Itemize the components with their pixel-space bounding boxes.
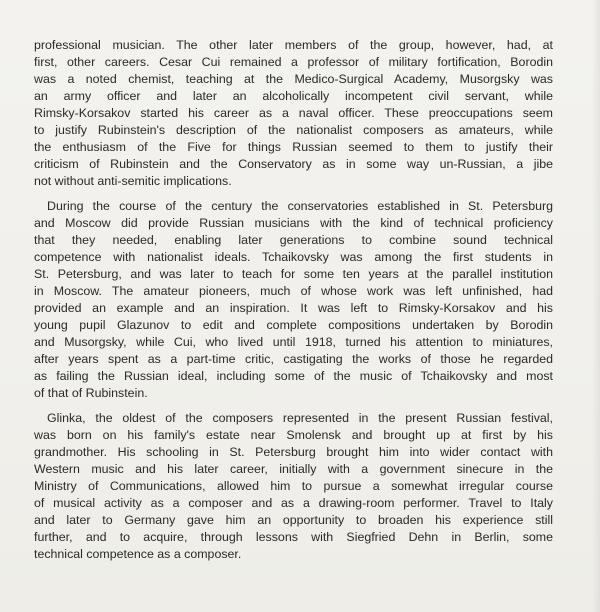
text-line: competence with nationalist ideals. Tchaikovsky was among the first students in	[34, 250, 553, 264]
text-line: was a noted chemist, teaching at the Medico-Surgical Academy, Musorgsky was	[34, 72, 553, 86]
text-line: Ministry of Communications, allowed him to pursue a somewhat irregular course	[34, 479, 553, 493]
text-line: was born on his family's estate near Smolensk and brought up at first by his	[34, 428, 553, 442]
text-line: and Moscow did provide Russian musicians with the kind of technical proficiency	[34, 216, 553, 230]
text-line: St. Petersburg, and was later to teach for some ten years at the parallel institution	[34, 267, 553, 281]
text-line: criticism of Rubinstein and the Conservatory as in some way un-Russian, a jibe	[34, 157, 553, 171]
text-line: not without anti-semitic implications.	[34, 174, 232, 188]
text-line: to justify Rubinstein's description of the nationalist composers as amateurs, while	[34, 123, 553, 137]
text-line: and Musorgsky, while Cui, who lived until 1918, turned his attention to miniatures,	[34, 335, 553, 349]
text-line: as failing the Russian ideal, including some of the music of Tchaikovsky and most	[34, 369, 553, 383]
text-line: Glinka, the oldest of the composers represented in the present Russian festival,	[47, 411, 553, 425]
text-line: of that of Rubinstein.	[34, 386, 148, 400]
text-line: an army officer and later an alcoholically incompetent civil servant, while	[34, 89, 553, 103]
text-line: and later to Germany gave him an opportunity to broaden his experience still	[34, 513, 553, 527]
body-text	[34, 37, 553, 571]
text-line: in Moscow. The amateur pioneers, much of whose work was left unfinished, had	[34, 284, 553, 298]
paragraph-2	[34, 198, 553, 402]
text-line: that they needed, enabling later generations to combine sound technical	[34, 233, 553, 247]
paragraph-3	[34, 410, 553, 563]
text-line: During the course of the century the conservatories established in St. Petersburg	[47, 199, 553, 213]
text-line: young pupil Glazunov to edit and complete compositions undertaken by Borodin	[34, 318, 553, 332]
paragraph-1	[34, 37, 553, 190]
text-line: professional musician. The other later members of the group, however, had, at	[34, 38, 553, 52]
text-line: provided an example and an inspiration. It was left to Rimsky-Korsakov and his	[34, 301, 553, 315]
text-line: of musical activity as a composer and as a drawing-room performer. Travel to Italy	[34, 496, 553, 510]
text-line: first, other careers. Cesar Cui remained a professor of military fortification, Borodin	[34, 55, 553, 69]
text-line: Rimsky-Korsakov started his career as a naval officer. These preoccupations seem	[34, 106, 553, 120]
text-line: grandmother. His schooling in St. Petersburg brought him into wider contact with	[34, 445, 553, 459]
text-line: after years spent as a part-time critic, castigating the works of those he regarded	[34, 352, 553, 366]
text-line: Western music and his later career, initially with a government sinecure in the	[34, 462, 553, 476]
text-line: the enthusiasm of the Five for things Russian seemed to them to justify their	[34, 140, 553, 154]
text-line: further, and to acquire, through lessons with Siegfried Dehn in Berlin, some	[34, 530, 553, 544]
text-line: technical competence as a composer.	[34, 547, 242, 561]
